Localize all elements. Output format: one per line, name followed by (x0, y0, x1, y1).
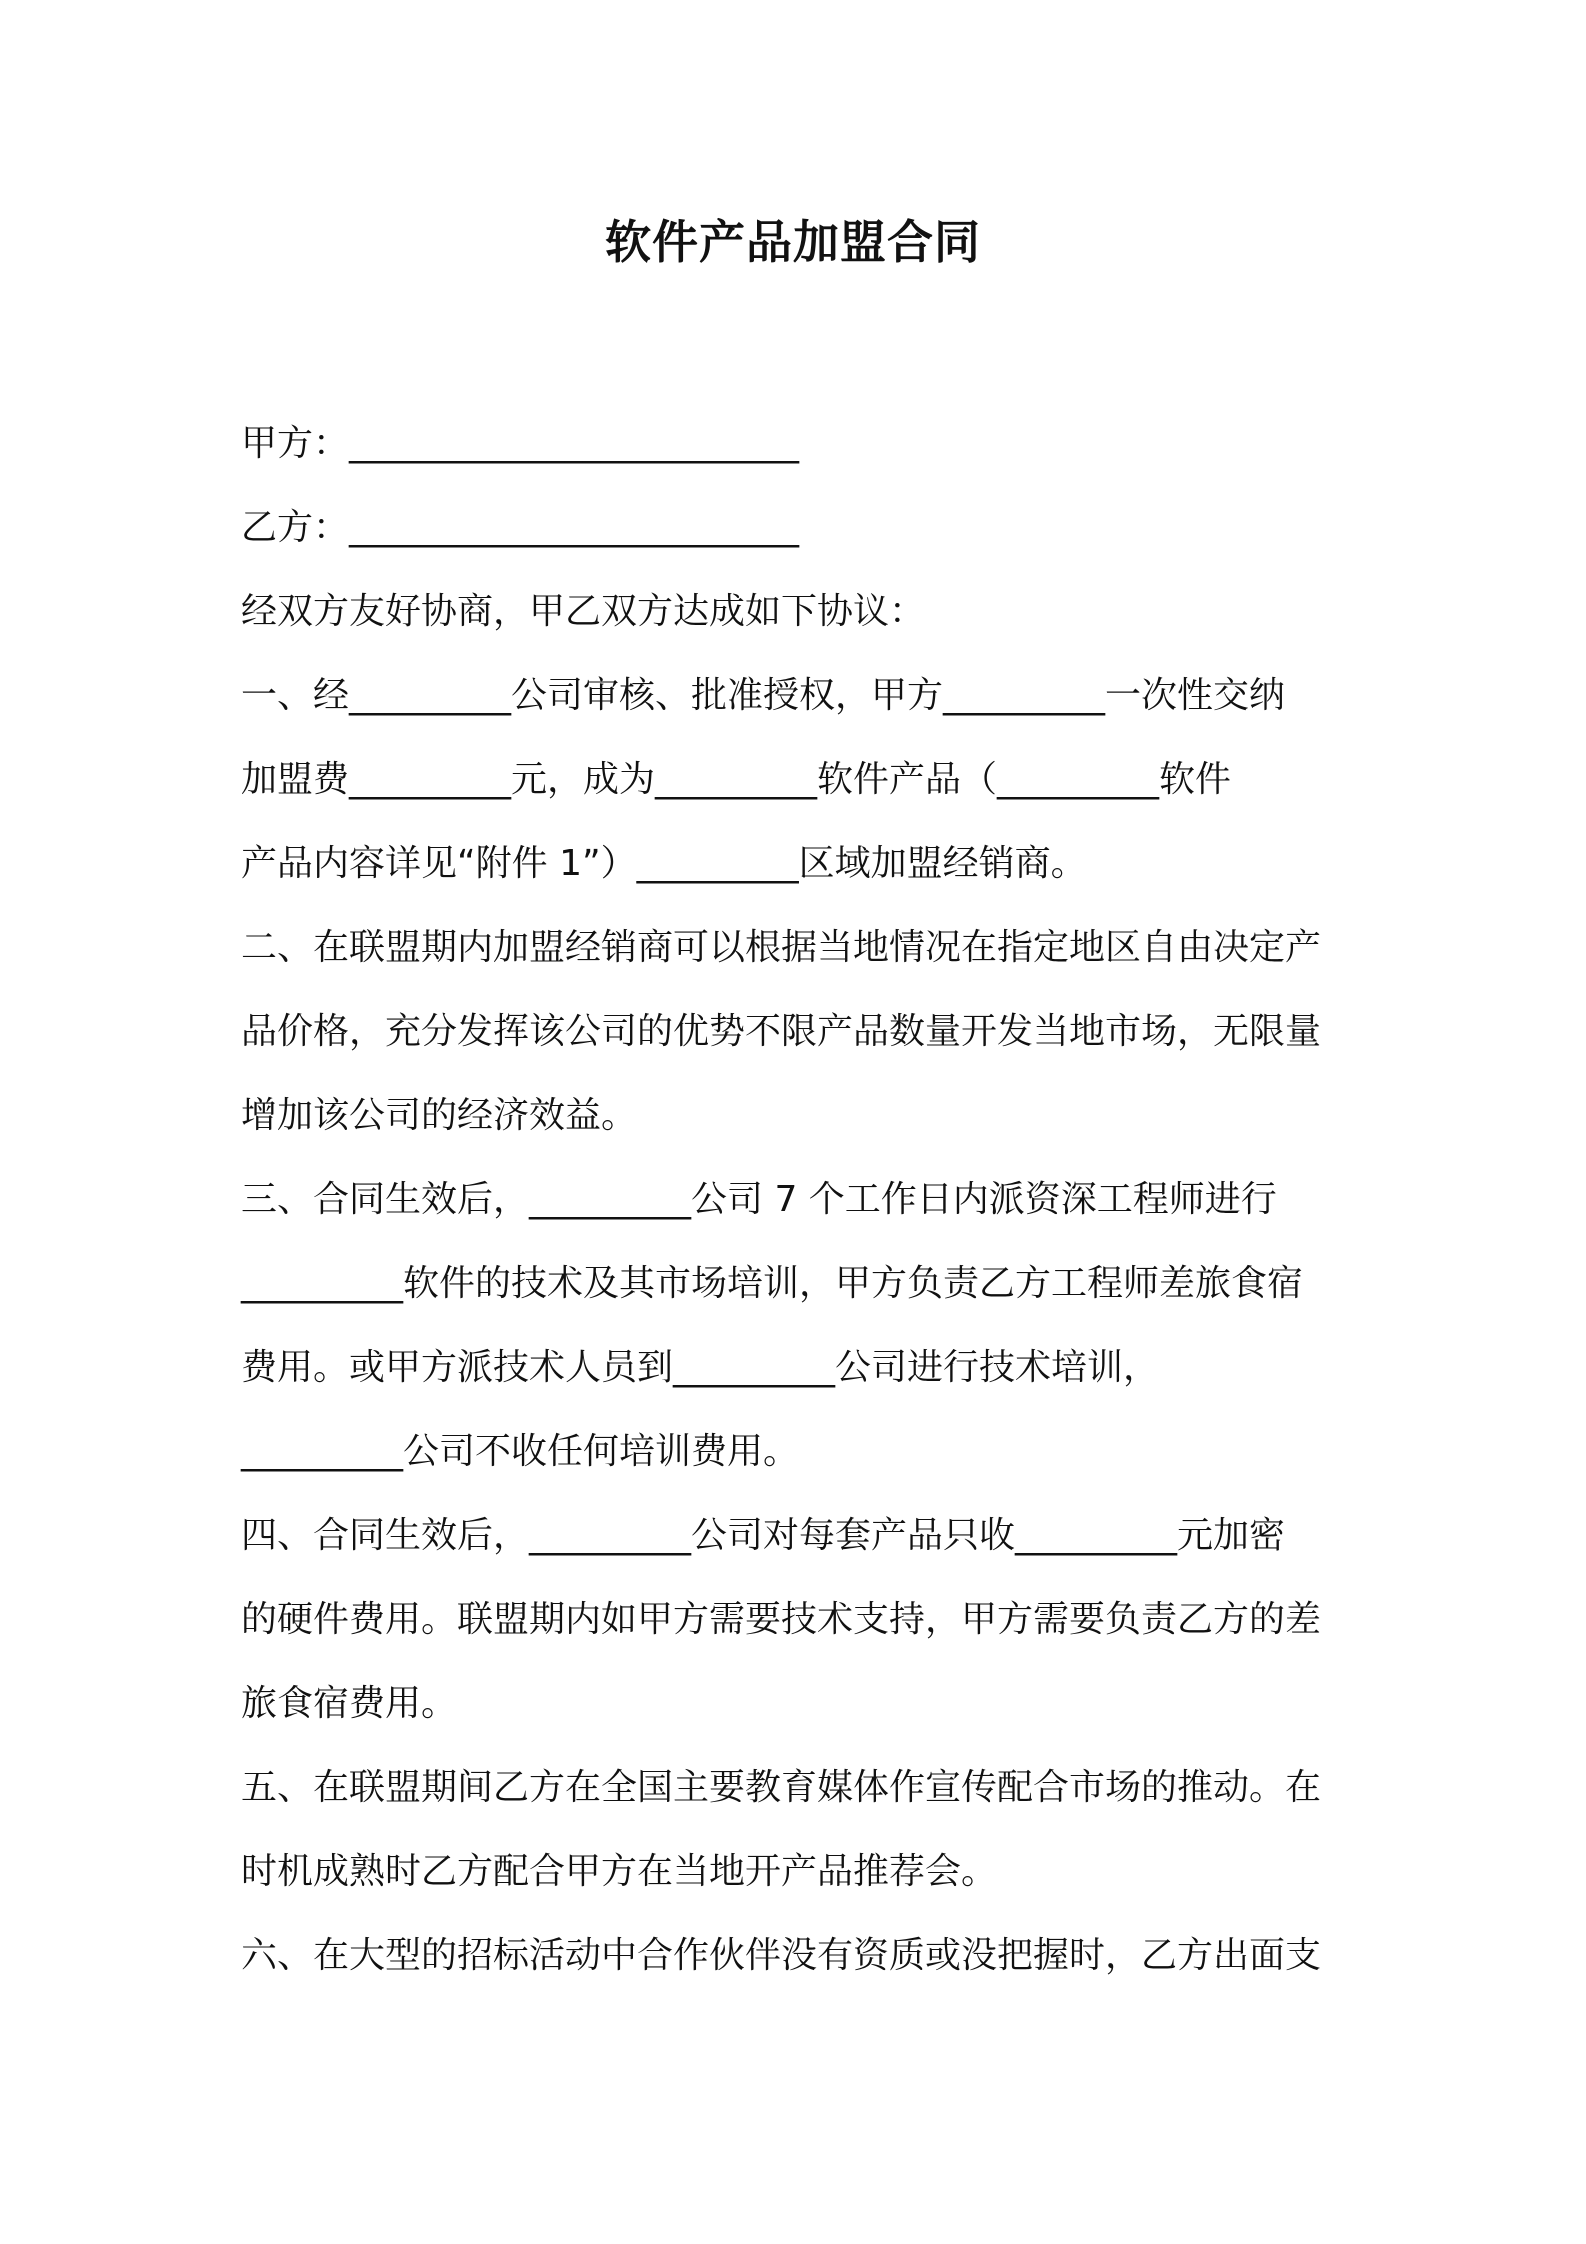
clause-4-line-3: 旅食宿费用。 (241, 1683, 458, 1724)
document-title: 软件产品加盟合同 (605, 215, 981, 269)
clause-1-line-1: 一、经_________公司审核、批准授权，甲方_________一次性交纳 (241, 675, 1286, 716)
clause-2-line-3: 增加该公司的经济效益。 (241, 1095, 638, 1136)
clause-1-line-3: 产品内容详见“附件 1”）_________区域加盟经销商。 (241, 843, 1087, 884)
clause-2-line-1: 二、在联盟期内加盟经销商可以根据当地情况在指定地区自由决定产 (241, 927, 1322, 968)
agreement-intro-line: 经双方友好协商，甲乙双方达成如下协议： (241, 591, 926, 632)
clause-3-line-2: _________软件的技术及其市场培训，甲方负责乙方工程师差旅食宿 (241, 1263, 1304, 1304)
clause-4-line-1: 四、合同生效后，_________公司对每套产品只收_________元加密 (241, 1515, 1286, 1556)
clause-6-line-1: 六、在大型的招标活动中合作伙伴没有资质或没把握时，乙方出面支 (241, 1935, 1322, 1976)
contract-body (241, 402, 1361, 1998)
clause-1-line-2: 加盟费_________元，成为_________软件产品（_________软件 (241, 759, 1232, 800)
clause-2-line-2: 品价格，充分发挥该公司的优势不限产品数量开发当地市场，无限量 (241, 1011, 1322, 1052)
clause-4-line-2: 的硬件费用。联盟期内如甲方需要技术支持，甲方需要负责乙方的差 (241, 1599, 1322, 1640)
clause-5-line-1: 五、在联盟期间乙方在全国主要教育媒体作宣传配合市场的推动。在 (241, 1767, 1322, 1808)
party-a-line: 甲方：_________________________ (241, 423, 800, 464)
clause-3-line-4: _________公司不收任何培训费用。 (241, 1431, 800, 1472)
clause-3-line-3: 费用。或甲方派技术人员到_________公司进行技术培训， (241, 1347, 1160, 1388)
party-b-line: 乙方：_________________________ (241, 507, 800, 548)
clause-3-line-1: 三、合同生效后，_________公司 7 个工作日内派资深工程师进行 (241, 1179, 1277, 1220)
clause-5-line-2: 时机成熟时乙方配合甲方在当地开产品推荐会。 (241, 1851, 998, 1892)
